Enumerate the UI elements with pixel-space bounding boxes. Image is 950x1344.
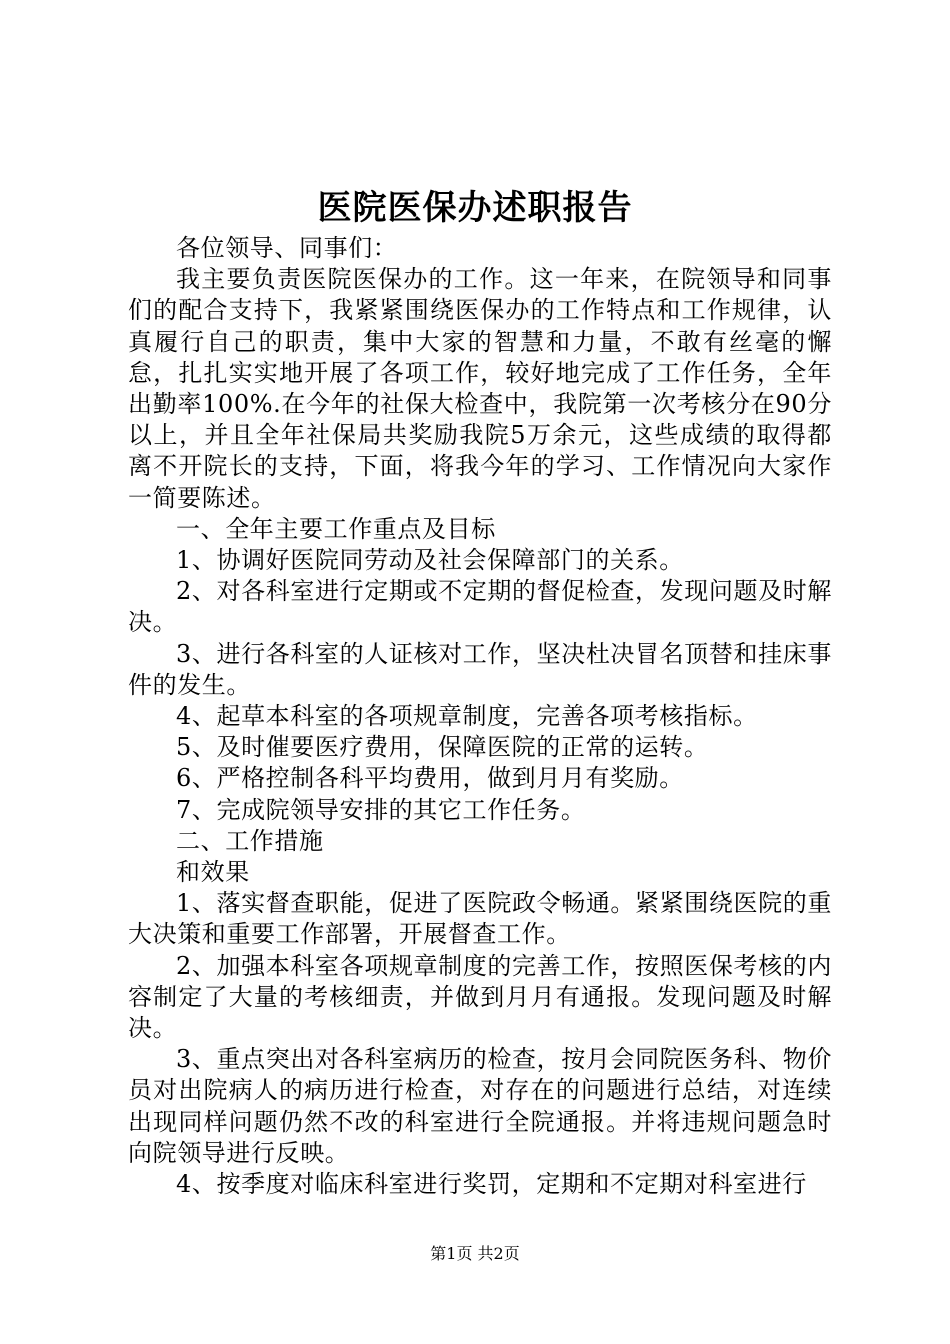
- list-item: 1、协调好医院同劳动及社会保障部门的关系。: [176, 546, 684, 575]
- list-item: 7、完成院领导安排的其它工作任务。: [176, 795, 586, 824]
- list-item: 5、及时催要医疗费用，保障医院的正常的运转。: [176, 733, 709, 762]
- page-number-footer: 第1页 共2页: [430, 1244, 520, 1263]
- list-item: 1、落实督查职能，促进了医院政令畅通。紧紧围绕医院的重大决策和重要工作部署，开展督查工作。: [128, 889, 832, 949]
- list-item: 2、加强本科室各项规章制度的完善工作，按照医保考核的内容制定了大量的考核细责，并做到月月有通报。发现问题及时解决。: [128, 951, 832, 1043]
- section-heading-1: 一、全年主要工作重点及目标: [176, 514, 496, 543]
- section-heading-2: 二、工作措施: [176, 826, 324, 855]
- list-item: 3、进行各科室的人证核对工作，坚决杜决冒名顶替和挂床事件的发生。: [128, 639, 832, 699]
- list-item: 2、对各科室进行定期或不定期的督促检查，发现问题及时解决。: [128, 577, 832, 637]
- paragraph-salutation: 各位领导、同事们：: [176, 234, 398, 262]
- list-item: 6、严格控制各科平均费用，做到月月有奖励。: [176, 764, 684, 793]
- list-item: 3、重点突出对各科室病历的检查，按月会同院医务科、物价员对出院病人的病历进行检查，对存在的问题进行总结，对连续出现同样问题仍然不改的科室进行全院通报。并将违规问题急时向院领导进行反映。: [128, 1045, 832, 1167]
- document-title: 医院医保办述职报告: [317, 188, 633, 228]
- list-item: 4、按季度对临床科室进行奖罚，定期和不定期对科室进行: [176, 1170, 807, 1199]
- document-body: [128, 233, 832, 1200]
- paragraph-intro: 我主要负责医院医保办的工作。这一年来，在院领导和同事们的配合支持下，我紧紧围绕医保办的工作特点和工作规律，认真履行自己的职责，集中大家的智慧和力量，不敢有丝毫的懈怠，扎扎实实地开展了各项工作，较好地完成了工作任务，全年出勤率100%.在今年的社保大检查中，我院第一次考核分在90分以上，并且全年社保局共奖励我院5万余元，这些成绩的取得都离不开院长的支持，下面，将我今年的学习、工作情况向大家作一简要陈述。: [128, 265, 832, 512]
- list-item: 4、起草本科室的各项规章制度，完善各项考核指标。: [176, 702, 758, 731]
- section-heading-2-continued: 和效果: [176, 858, 250, 887]
